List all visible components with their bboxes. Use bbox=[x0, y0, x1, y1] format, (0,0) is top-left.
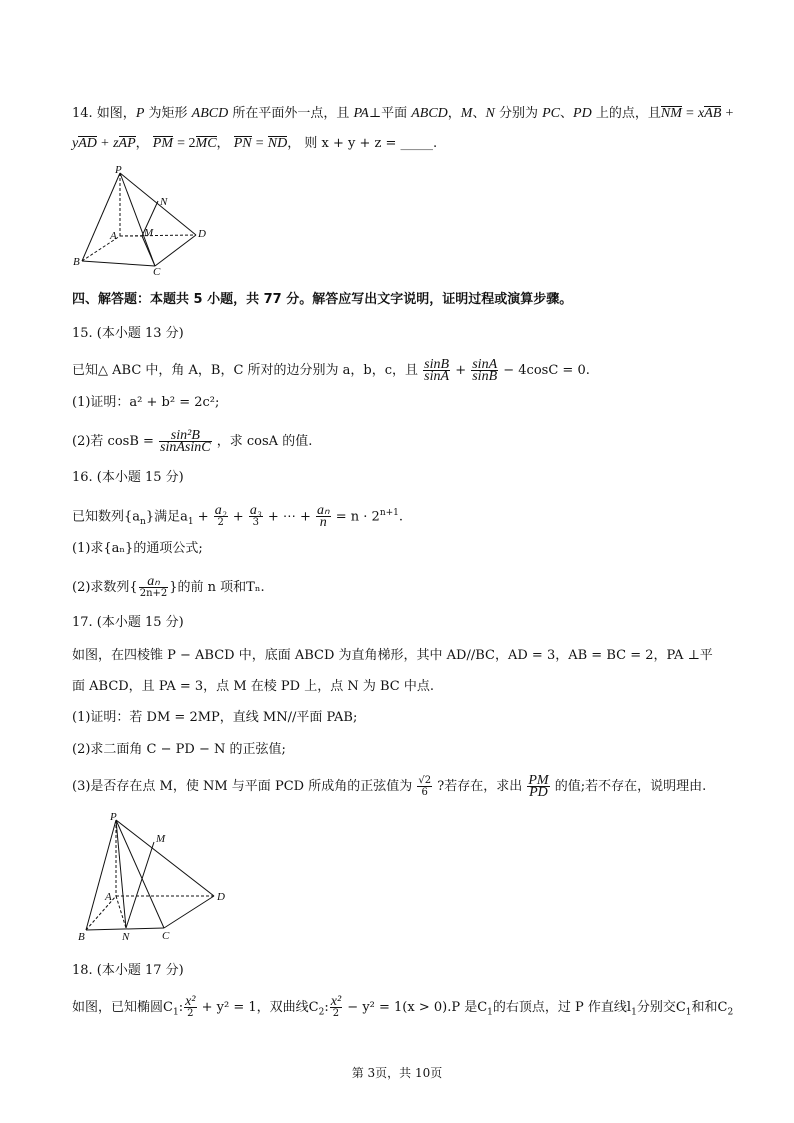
q18-header: 18. (本小题 17 分) bbox=[72, 963, 184, 978]
q16-part1: (1)求{aₙ}的通项公式; bbox=[72, 541, 203, 556]
label-M: M bbox=[156, 833, 166, 845]
q14-line1: 14. 如图，P 为矩形 ABCD 所在平面外一点，且 PA⊥平面 ABCD，M、N 分别为 PC、PD 上的点，且NM = xAB + bbox=[72, 106, 734, 121]
label-A: A bbox=[110, 230, 117, 242]
q15-header: 15. (本小题 13 分) bbox=[72, 326, 184, 341]
label-P: P bbox=[110, 811, 117, 823]
q18-line1: 如图，已知椭圆$C_1$: $\frac{\text{x²}}{2}$ + y² = 1，双曲线$C_2$: $\frac{\text{x²}}{2}$ − y² = 1(x > 0).P 是$C_1$的右顶点，过 P 作直线$l_1$分别交$C_1$和和$C_2$ bbox=[72, 994, 734, 1019]
label-D: D bbox=[198, 228, 206, 240]
label-B: B bbox=[73, 256, 80, 268]
label-N: N bbox=[122, 931, 130, 943]
pyramid-figure-1 bbox=[70, 163, 220, 278]
q17-line1: 如图，在四棱锥 P − ABCD 中，底面 ABCD 为直角梯形，其中 AD//BC，AD = 3，AB = BC = 2，PA ⊥平 bbox=[72, 648, 713, 663]
label-C: C bbox=[162, 930, 170, 942]
label-N: N bbox=[160, 196, 168, 208]
label-A: A bbox=[105, 891, 112, 903]
label-M: M bbox=[144, 227, 154, 239]
q15-part2: (2)若 cosB = $\frac{\text{sin²B}}{\text{sinAsinC}}$ ，求 cosA 的值. bbox=[72, 428, 313, 455]
q17-header: 17. (本小题 15 分) bbox=[72, 615, 184, 630]
label-P: P bbox=[115, 164, 122, 176]
label-D: D bbox=[217, 891, 225, 903]
section-heading: 四、解答题：本题共 5 小题，共 77 分。解答应写出文字说明，证明过程或演算步骤。 bbox=[72, 292, 573, 307]
page-footer: 第 3页，共 10页 bbox=[351, 1066, 443, 1080]
label-C: C bbox=[153, 266, 161, 278]
q17-line2: 面 ABCD，且 PA = 3，点 M 在棱 PD 上，点 N 为 BC 中点. bbox=[72, 679, 434, 694]
q16-stem: 已知数列$\{a_n\}$满足$a_1$ + $\frac{\text{a₂}}{2}$ + $\frac{\text{a₃}}{3}$ + ⋯ + $\frac{\text{aₙ}}{n}$ = $n \cdot 2^{n+1}$. bbox=[72, 503, 404, 531]
q17-part3: (3)是否存在点 M，使 NM 与平面 PCD 所成角的正弦值为 $\frac{√2}{6}$ ?若存在，求出 $\frac{PM}{PD}$ 的值;若不存在，说明理由. bbox=[72, 773, 707, 800]
q16-part2: (2)求数列{ $\frac{\text{aₙ}}{2n+2}$ }的前 n 项和Tₙ. bbox=[72, 574, 265, 599]
q16-header: 16. (本小题 15 分) bbox=[72, 470, 184, 485]
label-B: B bbox=[78, 931, 85, 943]
q14-line2: yAD + zAP， PM = 2MC， PN = ND， 则 x + y + z = _____. bbox=[72, 136, 438, 151]
pyramid-figure-2 bbox=[72, 808, 242, 943]
q15-stem: 已知△ ABC 中，角 A，B，C 所对的边分别为 a，b，c，且 $\frac{\sin B}{\sin A}$ + $\frac{\sin A}{\sin B}$ − 4cosC = 0. bbox=[72, 357, 590, 384]
q17-part1: (1)证明：若 DM = 2MP，直线 MN//平面 PAB; bbox=[72, 710, 358, 725]
q17-part2: (2)求二面角 C − PD − N 的正弦值; bbox=[72, 742, 286, 757]
q15-part1: (1)证明：a² + b² = 2c²; bbox=[72, 395, 220, 410]
